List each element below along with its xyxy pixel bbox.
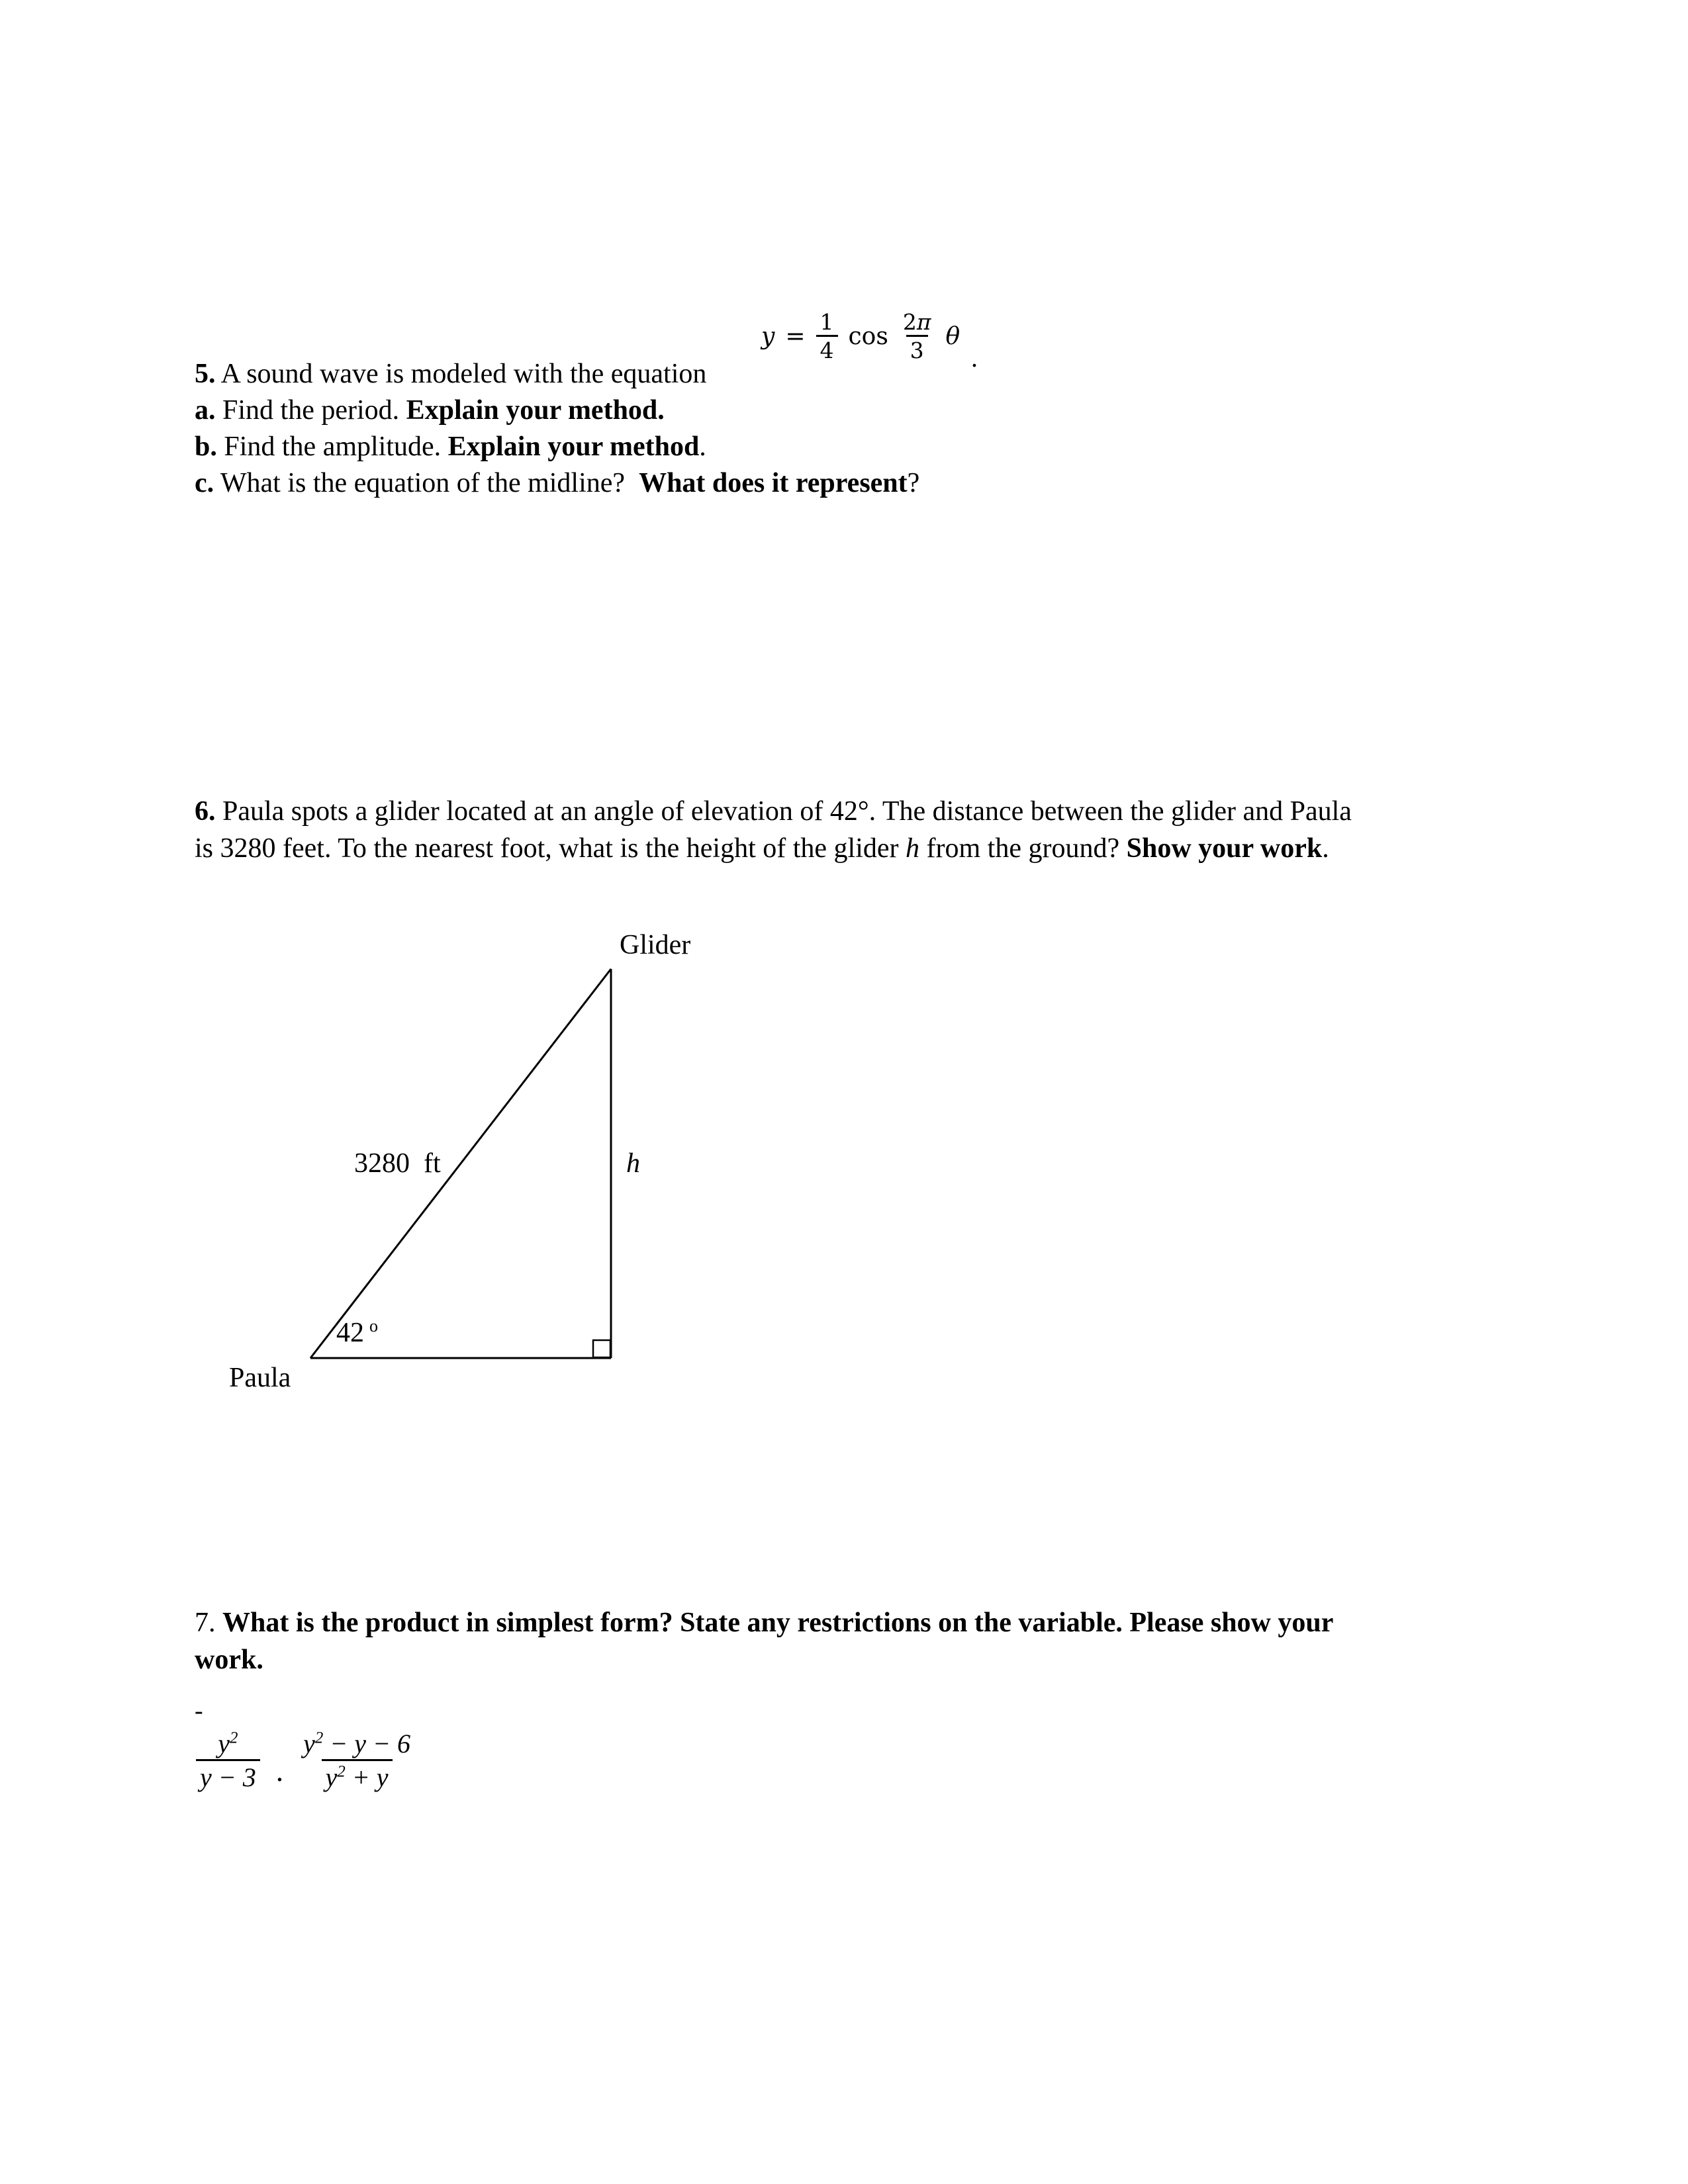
q5-number: 5. xyxy=(195,359,216,389)
q7-bold-2: work. xyxy=(195,1645,263,1675)
variable-y: y xyxy=(218,1729,230,1758)
coefficient-two: 2 xyxy=(902,309,917,335)
exponent-2: 2 xyxy=(230,1729,238,1747)
variable-h: h xyxy=(906,833,920,864)
part-c-text: What is the equation of the midline? xyxy=(214,468,639,498)
q7-expression xyxy=(196,1729,414,1796)
right-angle-marker xyxy=(593,1340,610,1357)
fraction-two-pi-thirds xyxy=(899,310,935,363)
variable-y: y xyxy=(303,1729,315,1758)
exponent-2: 2 xyxy=(314,1729,324,1747)
paula-label: Paula xyxy=(229,1363,291,1393)
equals-sign: = xyxy=(785,322,806,350)
equation-variable-y: y xyxy=(761,322,775,350)
q5-equation xyxy=(761,309,978,373)
q6-show-work: Show your work xyxy=(1126,833,1323,864)
q6-line-2 xyxy=(195,830,1352,867)
q6-text-2b: from the ground? xyxy=(919,833,1127,864)
q6-number: 6. xyxy=(195,796,216,827)
q5-intro-text: A sound wave is modeled with the equation xyxy=(215,359,707,389)
question-6 xyxy=(195,793,1352,867)
part-b-text: Find the amplitude. xyxy=(216,432,448,462)
fraction-right xyxy=(299,1729,414,1793)
fraction-denominator xyxy=(322,1759,393,1793)
fraction-numerator xyxy=(214,1729,242,1759)
part-b-bold: Explain your method xyxy=(447,432,700,462)
fraction-numerator xyxy=(299,1729,414,1759)
fraction-left xyxy=(196,1729,260,1793)
fraction-numerator: 1 xyxy=(820,309,834,335)
fraction-denominator: 3 xyxy=(906,335,928,363)
fraction-denominator: y − 3 xyxy=(196,1759,260,1793)
part-a-bold: Explain your method. xyxy=(406,395,665,426)
part-b-tail: . xyxy=(699,432,706,462)
part-a-text: Find the period. xyxy=(215,395,406,426)
glider-label: Glider xyxy=(620,930,691,960)
q6-text-2a: is 3280 feet. To the nearest foot, what is the height of the glider xyxy=(195,833,906,864)
part-c-tail: ? xyxy=(907,468,920,498)
q7-bold-1: What is the product in simplest form? State any restrictions on the variable. Please show your xyxy=(222,1608,1334,1638)
cosine-function: cos xyxy=(848,322,888,350)
question-5 xyxy=(195,356,919,502)
theta-symbol: θ xyxy=(945,322,961,350)
angle-value: 42 xyxy=(336,1318,364,1348)
part-b-label: b. xyxy=(195,432,217,462)
q5-part-b xyxy=(195,429,919,465)
stray-dash: - xyxy=(195,1697,203,1725)
q7-line-1 xyxy=(195,1604,1333,1641)
numerator-rest: − y − 6 xyxy=(323,1729,410,1758)
q5-part-c xyxy=(195,465,919,502)
fraction-one-fourth xyxy=(816,310,838,363)
q6-text-1: Paula spots a glider located at an angle of elevation of 42°. The distance between the glider and Paula xyxy=(215,796,1352,827)
degree-mark: o xyxy=(369,1316,379,1336)
part-c-label: c. xyxy=(195,468,214,498)
part-c-bold: What does it represent xyxy=(639,468,908,498)
sentence-period: . xyxy=(970,345,978,373)
exponent-2: 2 xyxy=(337,1762,346,1781)
variable-y: y xyxy=(325,1762,338,1792)
fraction-numerator xyxy=(899,310,935,335)
multiplication-dot: · xyxy=(274,1762,285,1796)
part-a-label: a. xyxy=(195,395,216,426)
q7-number: 7. xyxy=(195,1608,222,1638)
fraction-denominator: 4 xyxy=(816,335,838,363)
angle-label xyxy=(336,1317,378,1349)
denominator-rest: + y xyxy=(345,1762,389,1792)
height-label: h xyxy=(626,1148,640,1179)
q6-tail: . xyxy=(1322,833,1329,864)
q6-line-1 xyxy=(195,793,1352,830)
hypotenuse-label: 3280 ft xyxy=(354,1148,441,1179)
q7-line-2 xyxy=(195,1641,1333,1678)
q5-part-a xyxy=(195,392,919,429)
question-7 xyxy=(195,1604,1333,1678)
q5-intro-line xyxy=(195,356,919,392)
pi-symbol: π xyxy=(916,309,931,335)
